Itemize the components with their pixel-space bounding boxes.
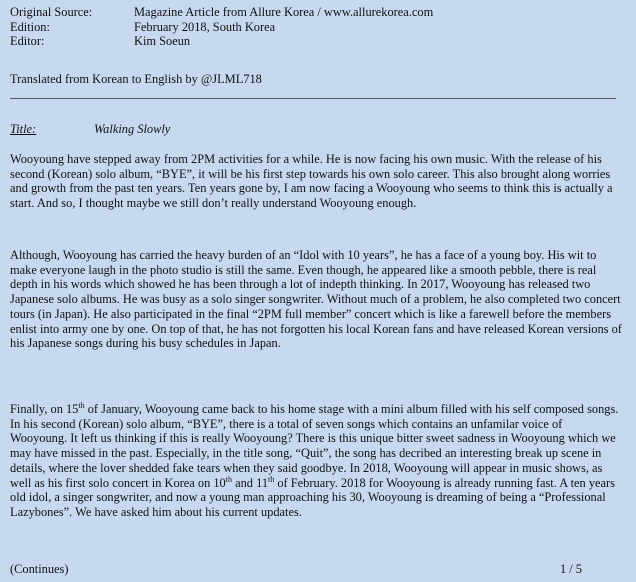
- ordinal-suffix: th: [78, 400, 85, 410]
- article-metadata: [10, 5, 433, 49]
- editor-value: Kim Soeun: [134, 34, 191, 49]
- source-label: Original Source:: [10, 5, 93, 19]
- body-paragraph-1: Wooyoung have stepped away from 2PM activities for a while. He is now facing his own music. With the release of his second (Korean) solo album, “BYE”, it will be his first step towards his own solo career. This also brought along worries and growth from the past ten years. Ten years gone by, I am now facing a Wooyoung who seems to think this is actually a start. And so, I thought maybe we still don’t really understand Wooyoung enough.: [10, 152, 613, 211]
- ordinal-suffix: th: [225, 474, 232, 484]
- continues-label: (Continues): [10, 562, 69, 576]
- translator-credit: Translated from Korean to English by @JLML718: [10, 72, 262, 86]
- article-title: [10, 122, 170, 137]
- editor-row: [10, 34, 433, 49]
- ordinal-suffix: th: [268, 474, 275, 484]
- paragraph-3-text-a: Finally, on 15: [10, 402, 79, 416]
- title-value: Walking Slowly: [94, 122, 171, 136]
- paragraph-3-text-d: of February. 2018 for Wooyoung is already running fast. A ten years old idol, a singer songwriter, and now a young man approaching his 30, Wooyoung is dreaming of being a “Professional Lazybones”. We have asked him about his current updates.: [10, 475, 615, 519]
- body-paragraph-2: Although, Wooyoung has carried the heavy burden of an “Idol with 10 years”, he has a face of a young boy. His wit to make everyone laugh in the photo studio is still the same. Even though, he appeared like a smooth pebble, there is real depth in his words which showed he has been through a lot of indepth thinking. In 2017, Wooyoung has released two Japanese solo albums. He was busy as a solo singer songwriter. Without much of a problem, he also completed two concert tours (in Japan). He also participated in the final “2PM full member” concert which is like a farewell before the members enlist into army one by one. On top of that, he has not forgotten his local Korean fans and have released Korean versions of his Japanese songs during his busy schedules in Japan.: [10, 248, 622, 351]
- body-paragraph-3: [10, 402, 622, 520]
- page-number: 1 / 5: [559, 562, 582, 576]
- edition-row: [10, 20, 433, 35]
- edition-label: Edition:: [10, 19, 50, 34]
- page-footer: [10, 562, 582, 577]
- source-row: [10, 5, 433, 20]
- editor-label: Editor:: [10, 34, 45, 49]
- paragraph-3-text-b: of January, Wooyoung came back to his home stage with a mini album filled with his self composed songs. In his second (Korean) solo album, “BYE”, there is a total of seven songs which contains an unfamilar voice of Wooyoung. It left us thinking if this is really Wooyoung? There is this unique bitter sweet sadness in Wooyoung which we may have missed in the past. Especially, in the title song, “Quit”, the song has decribed an interesting break up scene in details, where the lover shedded fake tears when they said goodbye. In 2018, Wooyoung will appear in music shows, as well as his first solo concert in Korea on 10: [10, 402, 619, 490]
- source-value: Magazine Article from Allure Korea / www.allurekorea.com: [134, 5, 434, 19]
- edition-value: February 2018, South Korea: [134, 19, 276, 34]
- horizontal-divider: [10, 98, 616, 99]
- paragraph-3-text-c: and 11: [232, 475, 269, 490]
- title-label: Title:: [10, 122, 37, 136]
